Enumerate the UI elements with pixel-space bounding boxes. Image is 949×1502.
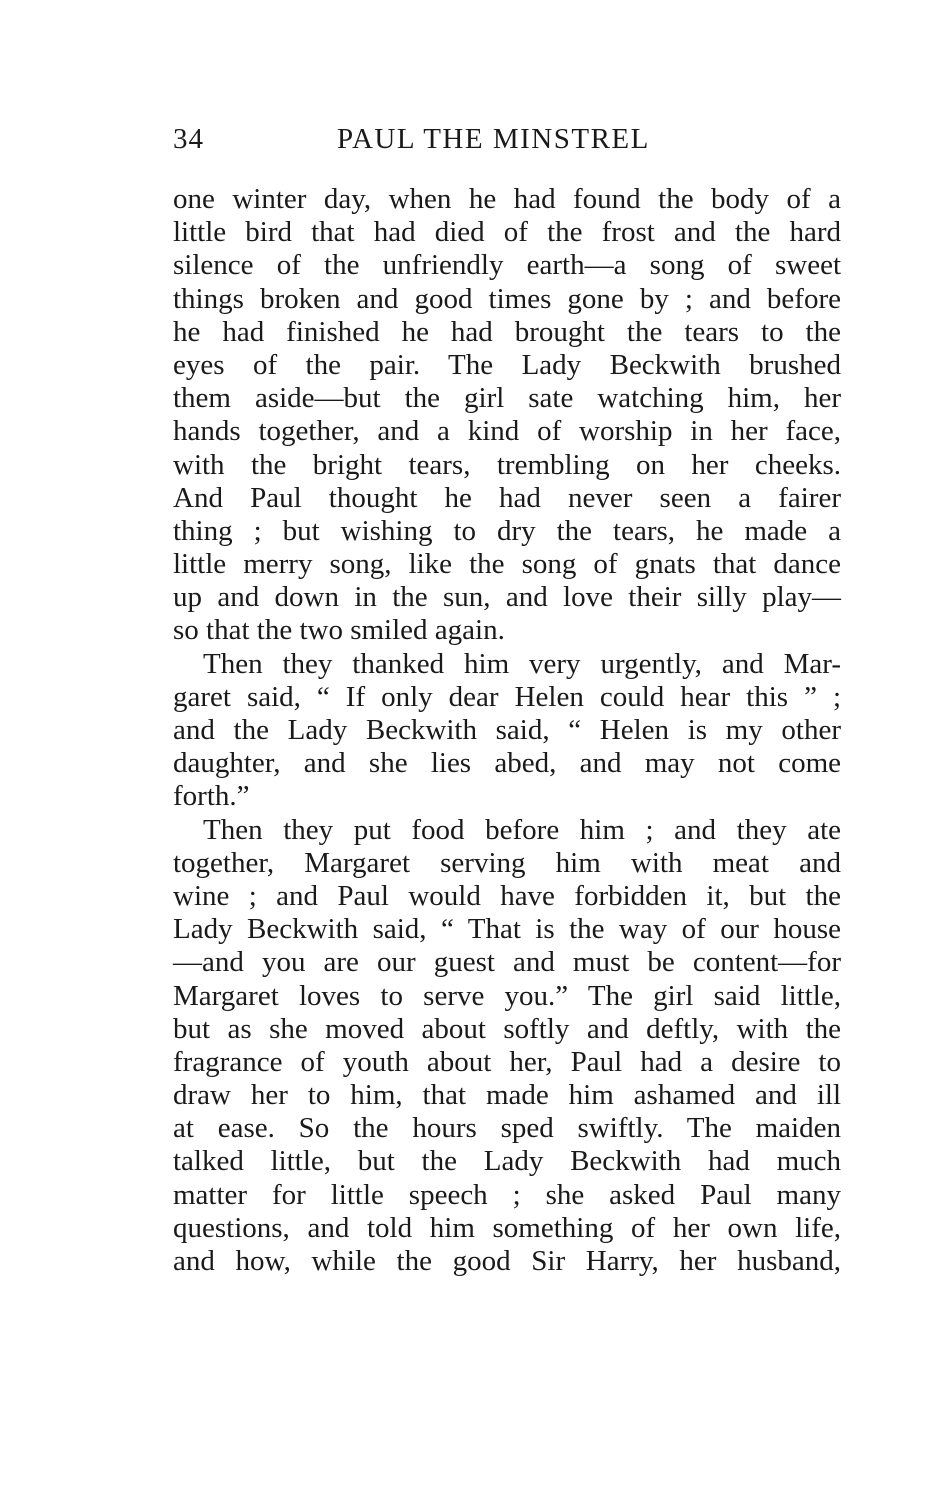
- text-line: eyes of the pair. The Lady Beckwith brushed: [173, 348, 841, 381]
- text-line: wine ; and Paul would have forbidden it, but the: [173, 879, 841, 912]
- text-line: questions, and told him something of her own life,: [173, 1211, 841, 1244]
- text-line: garet said, “ If only dear Helen could hear this ” ;: [173, 680, 841, 713]
- text-line: daughter, and she lies abed, and may not come: [173, 747, 841, 780]
- text-line: little bird that had died of the frost and the hard: [173, 216, 841, 249]
- text-line: hands together, and a kind of worship in her face,: [173, 415, 841, 448]
- text-line: at ease. So the hours sped swiftly. The maiden: [173, 1112, 841, 1145]
- text-line: but as she moved about softly and deftly, with the: [173, 1012, 841, 1045]
- text-line: one winter day, when he had found the body of a: [173, 183, 841, 215]
- page-header: [173, 123, 841, 163]
- running-title: PAUL THE MINSTREL: [337, 123, 650, 155]
- text-line: draw her to him, that made him ashamed and ill: [173, 1079, 841, 1112]
- paragraph-start-line: Then they put food before him ; and they ate: [203, 813, 841, 846]
- page-number: 34: [173, 123, 204, 155]
- text-line: and the Lady Beckwith said, “ Helen is my other: [173, 714, 841, 746]
- text-line: them aside—but the girl sate watching him, her: [173, 382, 841, 415]
- text-line: together, Margaret serving him with meat and: [173, 846, 841, 879]
- text-line: up and down in the sun, and love their silly play—: [173, 581, 841, 614]
- text-line: Margaret loves to serve you.” The girl said little,: [173, 979, 841, 1012]
- paragraph-end-line: so that the two smiled again.: [173, 614, 505, 647]
- text-line: fragrance of youth about her, Paul had a desire to: [173, 1045, 841, 1078]
- paragraph-end-line: forth.”: [173, 780, 250, 813]
- text-line: talked little, but the Lady Beckwith had much: [173, 1145, 841, 1178]
- text-line: little merry song, like the song of gnats that dance: [173, 548, 841, 581]
- body-text: [173, 183, 841, 1278]
- text-line: And Paul thought he had never seen a fairer: [173, 481, 841, 514]
- text-line: —and you are our guest and must be content—for: [173, 946, 841, 979]
- text-line: silence of the unfriendly earth—a song of sweet: [173, 249, 841, 282]
- text-line: matter for little speech ; she asked Paul many: [173, 1178, 841, 1211]
- text-line: thing ; but wishing to dry the tears, he made a: [173, 514, 841, 547]
- paragraph-start-line: Then they thanked him very urgently, and Mar-: [203, 647, 841, 680]
- text-line: with the bright tears, trembling on her cheeks.: [173, 448, 841, 481]
- text-line: things broken and good times gone by ; and before: [173, 282, 841, 315]
- text-line: and how, while the good Sir Harry, her husband,: [173, 1245, 841, 1277]
- text-line: he had finished he had brought the tears to the: [173, 315, 841, 348]
- text-line: Lady Beckwith said, “ That is the way of our house: [173, 913, 841, 946]
